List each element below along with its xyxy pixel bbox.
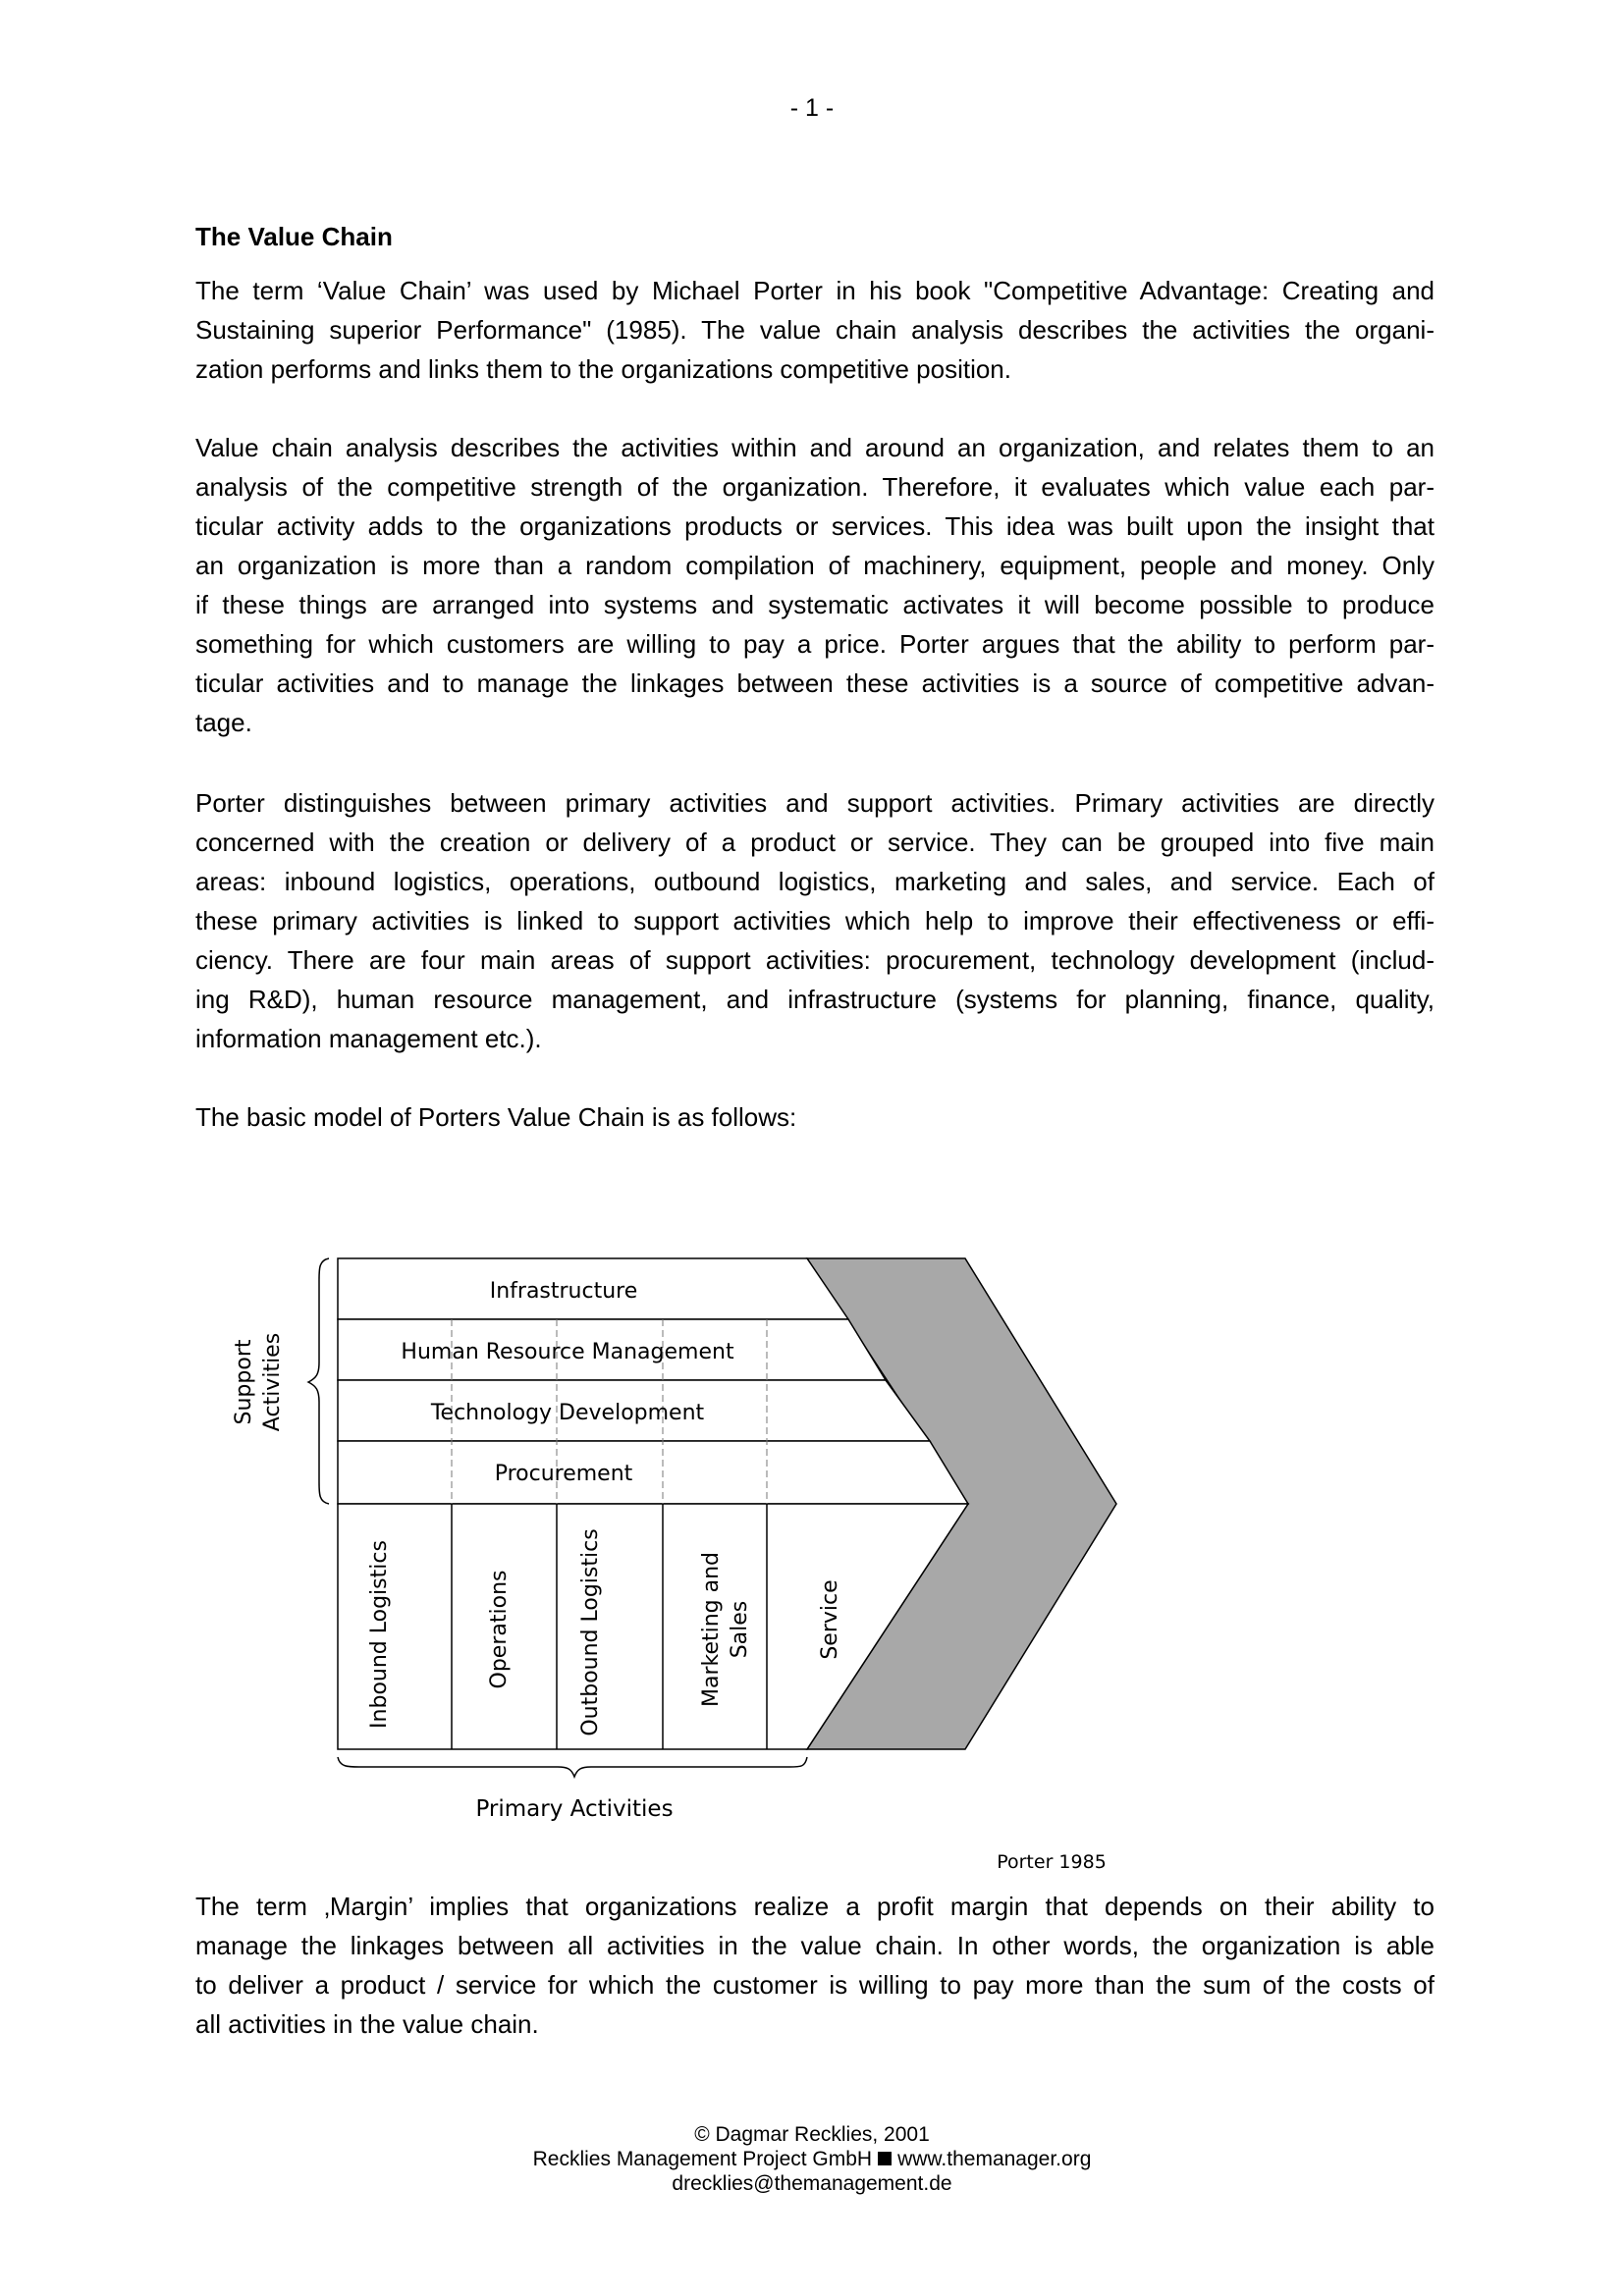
support-label-procurement: Procurement (494, 1462, 633, 1486)
primary-brace (338, 1757, 807, 1777)
text-line: ticular activity adds to the organizations products or services. This idea was built upon the insight that (195, 511, 1435, 541)
text-line: to deliver a product / service for which the customer is willing to pay more than the sum of the costs of (195, 1970, 1435, 2000)
paragraph-model-intro (195, 1097, 1435, 1137)
paragraph-intro (195, 271, 1435, 389)
square-bullet-icon (878, 2152, 892, 2165)
support-band-procurement (338, 1441, 968, 1504)
text-line: information management etc.). (195, 1024, 542, 1053)
text-line: concerned with the creation or delivery of a product or service. They can be grouped into five main (195, 828, 1435, 857)
text-line: Value chain analysis describes the activities within and around an organization, and relates them to an (195, 433, 1435, 462)
support-activities-label-line1: Support (232, 1339, 256, 1425)
text-line: The term ‚Margin’ implies that organizations realize a profit margin that depends on their ability to (195, 1892, 1435, 1921)
paragraph-analysis (195, 428, 1435, 742)
value-chain-diagram (0, 1237, 1624, 1885)
support-label-infrastructure: Infrastructure (489, 1279, 638, 1304)
text-line: areas: inbound logistics, operations, outbound logistics, marketing and sales, and service. Each of (195, 867, 1435, 896)
page-number: - 1 - (789, 94, 835, 122)
paragraph-margin (195, 1887, 1435, 2044)
primary-activities-label: Primary Activities (475, 1796, 674, 1822)
footer-company: Recklies Management Project GmbH (532, 2148, 873, 2170)
text-line: zation performs and links them to the organizations competitive position. (195, 354, 1011, 384)
support-activities-label-line2: Activities (260, 1332, 285, 1432)
primary-label-operations: Operations (487, 1570, 512, 1689)
footer-website-link[interactable]: www.themanager.org (897, 2148, 1092, 2170)
diagram-source: Porter 1985 (997, 1851, 1107, 1873)
text-line: Sustaining superior Performance" (1985). The value chain analysis describes the activities the organi- (195, 315, 1435, 345)
primary-label-marketing-line1: Marketing and (699, 1551, 724, 1708)
text-line: ciency. There are four main areas of support activities: procurement, technology development (includ- (195, 945, 1435, 975)
section-heading: The Value Chain (195, 222, 393, 251)
text-line: The term ‘Value Chain’ was used by Michael Porter in his book "Competitive Advantage: Creating and (195, 276, 1435, 305)
footer (0, 2122, 1624, 2196)
text-line: ing R&D), human resource management, and infrastructure (systems for planning, finance, quality, (195, 985, 1435, 1014)
text-line: something for which customers are willing to pay a price. Porter argues that the ability to perform par- (195, 629, 1435, 659)
text-line: Porter distinguishes between primary activities and support activities. Primary activities are directly (195, 788, 1435, 818)
primary-label-inbound-logistics: Inbound Logistics (367, 1540, 392, 1729)
support-label-technology: Technology Development (430, 1401, 705, 1425)
text-line: The basic model of Porters Value Chain is as follows: (195, 1102, 797, 1132)
support-label-hrm: Human Resource Management (401, 1340, 734, 1364)
paragraph-activities (195, 783, 1435, 1058)
primary-label-service: Service (818, 1579, 842, 1660)
text-line: all activities in the value chain. (195, 2009, 539, 2039)
text-line: tage. (195, 708, 252, 737)
text-line: ticular activities and to manage the linkages between these activities is a source of competitive advan- (195, 668, 1435, 698)
footer-company-line (0, 2147, 1624, 2171)
text-line: if these things are arranged into systems and systematic activates it will become possible to produce (195, 590, 1435, 619)
text-line: manage the linkages between all activities in the value chain. In other words, the organization is able (195, 1931, 1435, 1960)
footer-copyright: © Dagmar Recklies, 2001 (694, 2123, 930, 2146)
primary-label-marketing-line2: Sales (728, 1600, 752, 1659)
text-line: analysis of the competitive strength of the organization. Therefore, it evaluates which value each par- (195, 472, 1435, 502)
primary-label-outbound-logistics: Outbound Logistics (578, 1528, 603, 1736)
support-brace (308, 1258, 329, 1504)
text-line: an organization is more than a random compilation of machinery, equipment, people and money. Only (195, 551, 1435, 580)
footer-email-link[interactable]: drecklies@themanagement.de (672, 2172, 952, 2195)
text-line: these primary activities is linked to support activities which help to improve their effectiveness or effi- (195, 906, 1435, 935)
